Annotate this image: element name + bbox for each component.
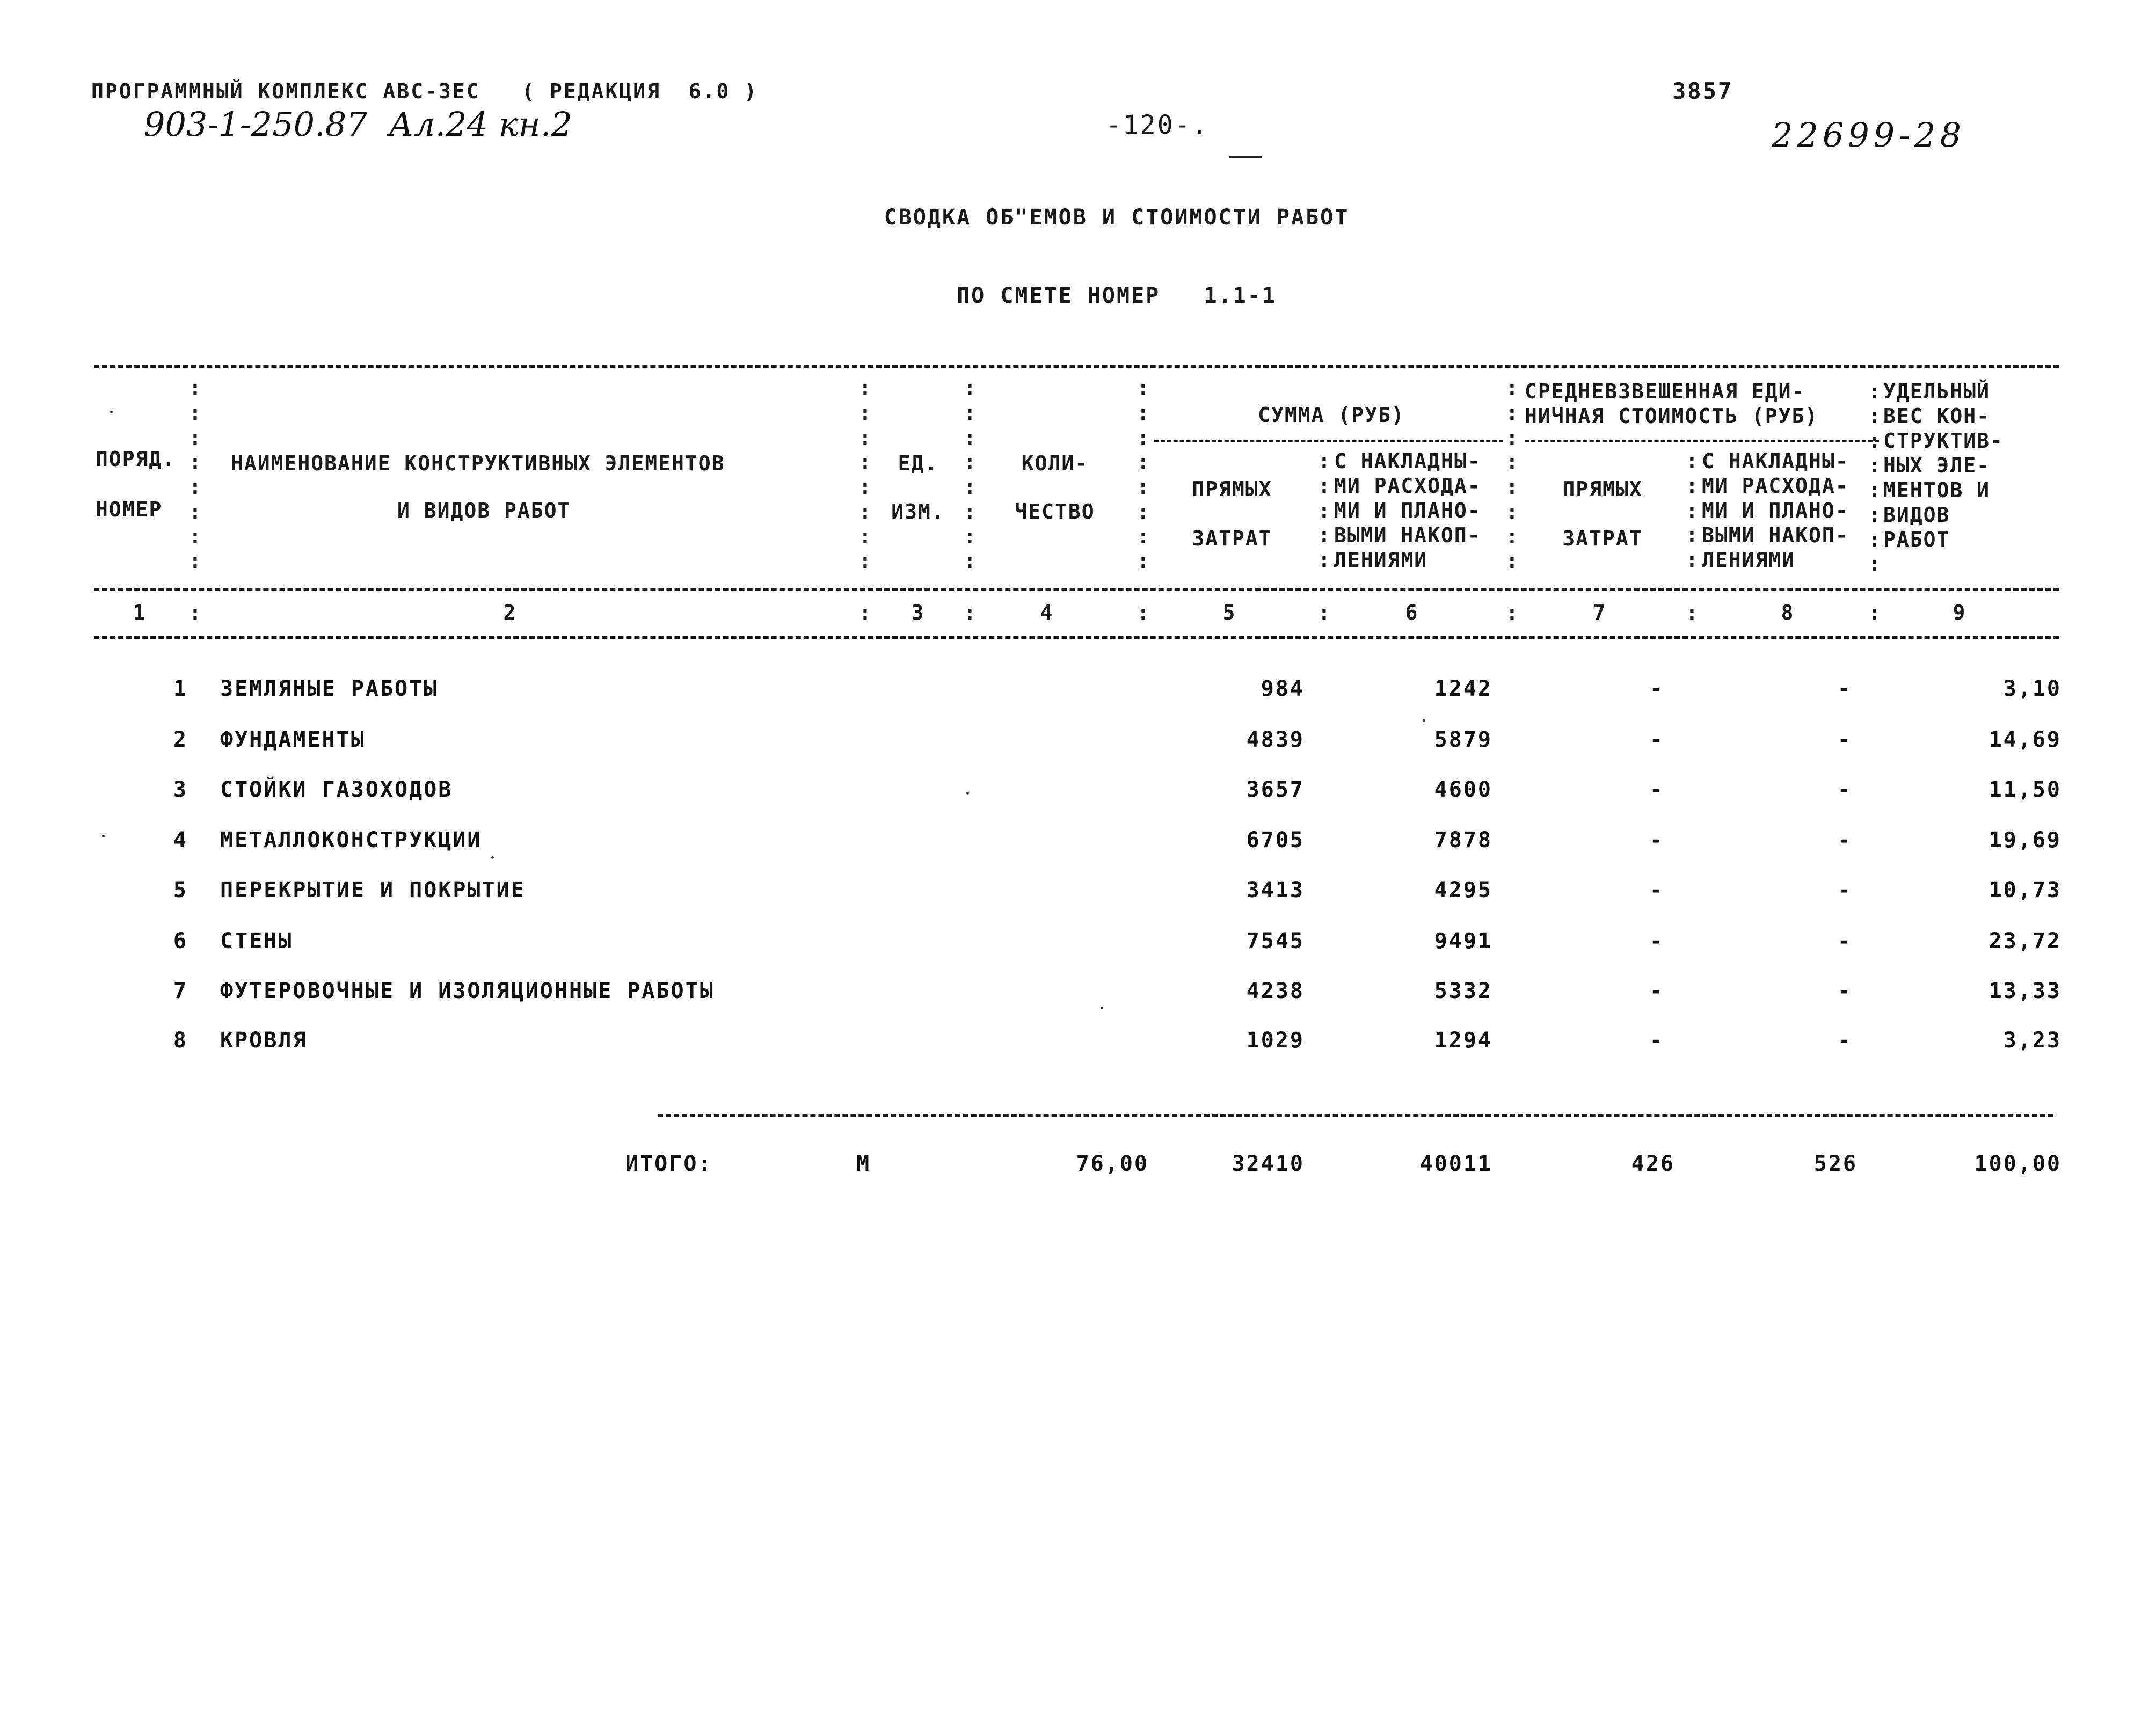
row-overhead: 1242 [1434, 676, 1492, 701]
row-direct: 4238 [1246, 979, 1305, 1003]
totals-divider [658, 1114, 2053, 1117]
totals-share: 100,00 [1974, 1152, 2062, 1176]
scan-speck [491, 856, 494, 859]
header-name-2: И ВИДОВ РАБОТ [397, 499, 571, 522]
table-top-border [94, 365, 2059, 368]
sep-7: : : : : : : : : [1506, 376, 1518, 573]
totals-overhead: 40011 [1419, 1152, 1492, 1176]
row-name: ФУНДАМЕНТЫ [220, 727, 366, 752]
header-share-4: НЫХ ЭЛЕ- [1883, 454, 1991, 477]
row-direct: 7545 [1246, 929, 1305, 953]
scan-speck [1423, 719, 1425, 722]
colnum-sep: : [964, 601, 977, 624]
colnum-8: 8 [1781, 601, 1795, 624]
totals-avg-direct: 426 [1631, 1152, 1675, 1176]
program-header: ПРОГРАММНЫЙ КОМПЛЕКС АВС-3ЕС ( РЕДАКЦИЯ 6.0 ) [91, 79, 759, 103]
handwritten-project-code: 903-1-250.87 Ал.24 кн.2 [144, 105, 572, 144]
avg-group-divider [1525, 440, 1879, 442]
sheet-code: 3857 [1672, 78, 1733, 104]
totals-unit: М [856, 1152, 871, 1176]
header-direct-2: ЗАТРАТ [1192, 527, 1272, 550]
header-overhead-1: С НАКЛАДНЫ- [1334, 449, 1481, 473]
sep-4: : : : : : : : : [964, 376, 976, 573]
colnum-5: 5 [1222, 601, 1236, 624]
row-avg-direct: - [1649, 1028, 1664, 1053]
header-avg-overhead-5: ЛЕНИЯМИ [1702, 548, 1796, 572]
row-name: ПЕРЕКРЫТИЕ И ПОКРЫТИЕ [220, 878, 526, 902]
sep-9: : : : : : : : : [1868, 380, 1881, 576]
row-num: 4 [173, 828, 188, 853]
row-direct: 984 [1261, 676, 1305, 701]
sep-6: : : : : : [1318, 449, 1330, 572]
header-unit-2: ИЗМ. [891, 500, 945, 523]
row-direct: 4839 [1246, 727, 1305, 752]
header-avg-overhead-4: ВЫМИ НАКОП- [1702, 523, 1849, 547]
header-share-2: ВЕС КОН- [1883, 404, 1991, 428]
header-overhead-5: ЛЕНИЯМИ [1334, 548, 1428, 572]
row-avg-overhead: - [1837, 929, 1852, 953]
row-avg-direct: - [1649, 929, 1664, 953]
header-avg-group: СРЕДНЕВЗВЕШЕННАЯ ЕДИ- [1525, 380, 1805, 403]
inventory-number: 22699-28 [1772, 115, 1966, 155]
row-name: СТЕНЫ [220, 929, 293, 953]
header-unit: ЕД. [898, 451, 938, 475]
sep-5: : : : : : : : : [1137, 376, 1149, 573]
row-share: 13,33 [1989, 979, 2062, 1003]
row-name: СТОЙКИ ГАЗОХОДОВ [220, 777, 453, 802]
header-sum-group: СУММА (РУБ) [1258, 403, 1405, 427]
scan-speck [966, 792, 969, 795]
header-quantity-2: ЧЕСТВО [1015, 500, 1095, 523]
row-share: 14,69 [1989, 727, 2062, 752]
row-name: ФУТЕРОВОЧНЫЕ И ИЗОЛЯЦИОННЫЕ РАБОТЫ [220, 979, 715, 1003]
row-name: МЕТАЛЛОКОНСТРУКЦИИ [220, 828, 482, 853]
totals-avg-overhead: 526 [1813, 1152, 1858, 1176]
row-share: 3,23 [2003, 1028, 2062, 1053]
row-avg-direct: - [1649, 777, 1664, 802]
header-share-6: ВИДОВ [1883, 503, 1950, 527]
colnum-3: 3 [911, 601, 925, 624]
colnum-sep: : [859, 601, 872, 624]
row-share: 10,73 [1989, 878, 2062, 902]
row-avg-overhead: - [1837, 1028, 1852, 1053]
row-share: 3,10 [2003, 676, 2062, 701]
colnum-6: 6 [1405, 601, 1419, 624]
header-avg-overhead-1: С НАКЛАДНЫ- [1702, 449, 1849, 473]
colnum-sep: : [1137, 601, 1150, 624]
header-number: НОМЕР [96, 498, 163, 521]
header-overhead-4: ВЫМИ НАКОП- [1334, 523, 1481, 547]
row-avg-direct: - [1649, 727, 1664, 752]
row-num: 7 [173, 979, 188, 1003]
estimate-number: ПО СМЕТЕ НОМЕР 1.1-1 [957, 283, 1277, 308]
header-share-7: РАБОТ [1883, 528, 1950, 551]
header-avg-overhead-2: МИ РАСХОДА- [1702, 474, 1849, 498]
scan-speck [110, 411, 113, 413]
row-avg-direct: - [1649, 676, 1664, 701]
colnum-sep: : [1868, 601, 1882, 624]
sep-1: : : : : : : : : [189, 376, 201, 573]
header-direct: ПРЯМЫХ [1192, 477, 1272, 501]
row-num: 1 [173, 676, 188, 701]
colnum-sep: : [1506, 601, 1519, 624]
row-num: 8 [173, 1028, 188, 1053]
row-overhead: 4600 [1434, 777, 1492, 802]
header-avg-group-2: НИЧНАЯ СТОИМОСТЬ (РУБ) [1525, 404, 1819, 428]
row-avg-overhead: - [1837, 777, 1852, 802]
row-avg-overhead: - [1837, 979, 1852, 1003]
header-overhead-3: МИ И ПЛАНО- [1334, 499, 1481, 522]
row-avg-overhead: - [1837, 828, 1852, 853]
totals-quantity: 76,00 [1076, 1152, 1149, 1176]
row-name: ЗЕМЛЯНЫЕ РАБОТЫ [220, 676, 439, 701]
row-avg-direct: - [1649, 979, 1664, 1003]
row-num: 6 [173, 929, 188, 953]
page-number: -120-. [1106, 110, 1209, 140]
header-share-3: СТРУКТИВ- [1883, 429, 2004, 453]
row-num: 5 [173, 878, 188, 902]
row-overhead: 5879 [1434, 727, 1492, 752]
report-title: СВОДКА ОБ"ЕМОВ И СТОИМОСТИ РАБОТ [884, 205, 1350, 230]
header-bottom-border [94, 588, 2059, 591]
row-direct: 3413 [1246, 878, 1305, 902]
header-avg-overhead-3: МИ И ПЛАНО- [1702, 499, 1849, 522]
colnum-sep: : [189, 601, 202, 624]
sep-8: : : : : : [1686, 449, 1698, 572]
row-overhead: 1294 [1434, 1028, 1492, 1053]
colnum-sep: : [1318, 601, 1331, 624]
header-avg-direct-2: ЗАТРАТ [1562, 527, 1643, 550]
row-avg-direct: - [1649, 828, 1664, 853]
row-name: КРОВЛЯ [220, 1028, 308, 1053]
row-overhead: 5332 [1434, 979, 1492, 1003]
colnum-sep: : [1686, 601, 1699, 624]
sep-3: : : : : : : : : [859, 376, 871, 573]
totals-label: ИТОГО: [625, 1152, 713, 1176]
row-overhead: 9491 [1434, 929, 1492, 953]
header-share-1: УДЕЛЬНЫЙ [1883, 380, 1991, 403]
colnum-7: 7 [1593, 601, 1607, 624]
header-avg-direct: ПРЯМЫХ [1562, 477, 1643, 501]
row-overhead: 7878 [1434, 828, 1492, 853]
row-avg-overhead: - [1837, 676, 1852, 701]
row-avg-overhead: - [1837, 727, 1852, 752]
colnum-2: 2 [503, 601, 517, 624]
divider [1229, 156, 1262, 158]
header-quantity: КОЛИ- [1021, 451, 1089, 475]
row-direct: 1029 [1246, 1028, 1305, 1053]
colnum-4: 4 [1040, 601, 1054, 624]
row-num: 2 [173, 727, 188, 752]
row-direct: 3657 [1246, 777, 1305, 802]
totals-direct: 32410 [1232, 1152, 1305, 1176]
header-name: НАИМЕНОВАНИЕ КОНСТРУКТИВНЫХ ЭЛЕМЕНТОВ [231, 451, 725, 475]
colnum-1: 1 [133, 601, 147, 624]
header-share-5: МЕНТОВ И [1883, 478, 1991, 502]
scan-speck [1101, 1007, 1103, 1009]
row-avg-overhead: - [1837, 878, 1852, 902]
header-order: ПОРЯД. [96, 447, 176, 471]
row-num: 3 [173, 777, 188, 802]
row-avg-direct: - [1649, 878, 1664, 902]
row-share: 11,50 [1989, 777, 2062, 802]
header-overhead-2: МИ РАСХОДА- [1334, 474, 1481, 498]
colnum-9: 9 [1953, 601, 1966, 624]
scan-speck [102, 835, 105, 837]
row-share: 19,69 [1989, 828, 2062, 853]
row-overhead: 4295 [1434, 878, 1492, 902]
row-share: 23,72 [1989, 929, 2062, 953]
colnum-bottom-border [94, 636, 2059, 639]
sum-group-divider [1154, 440, 1503, 442]
row-direct: 6705 [1246, 828, 1305, 853]
